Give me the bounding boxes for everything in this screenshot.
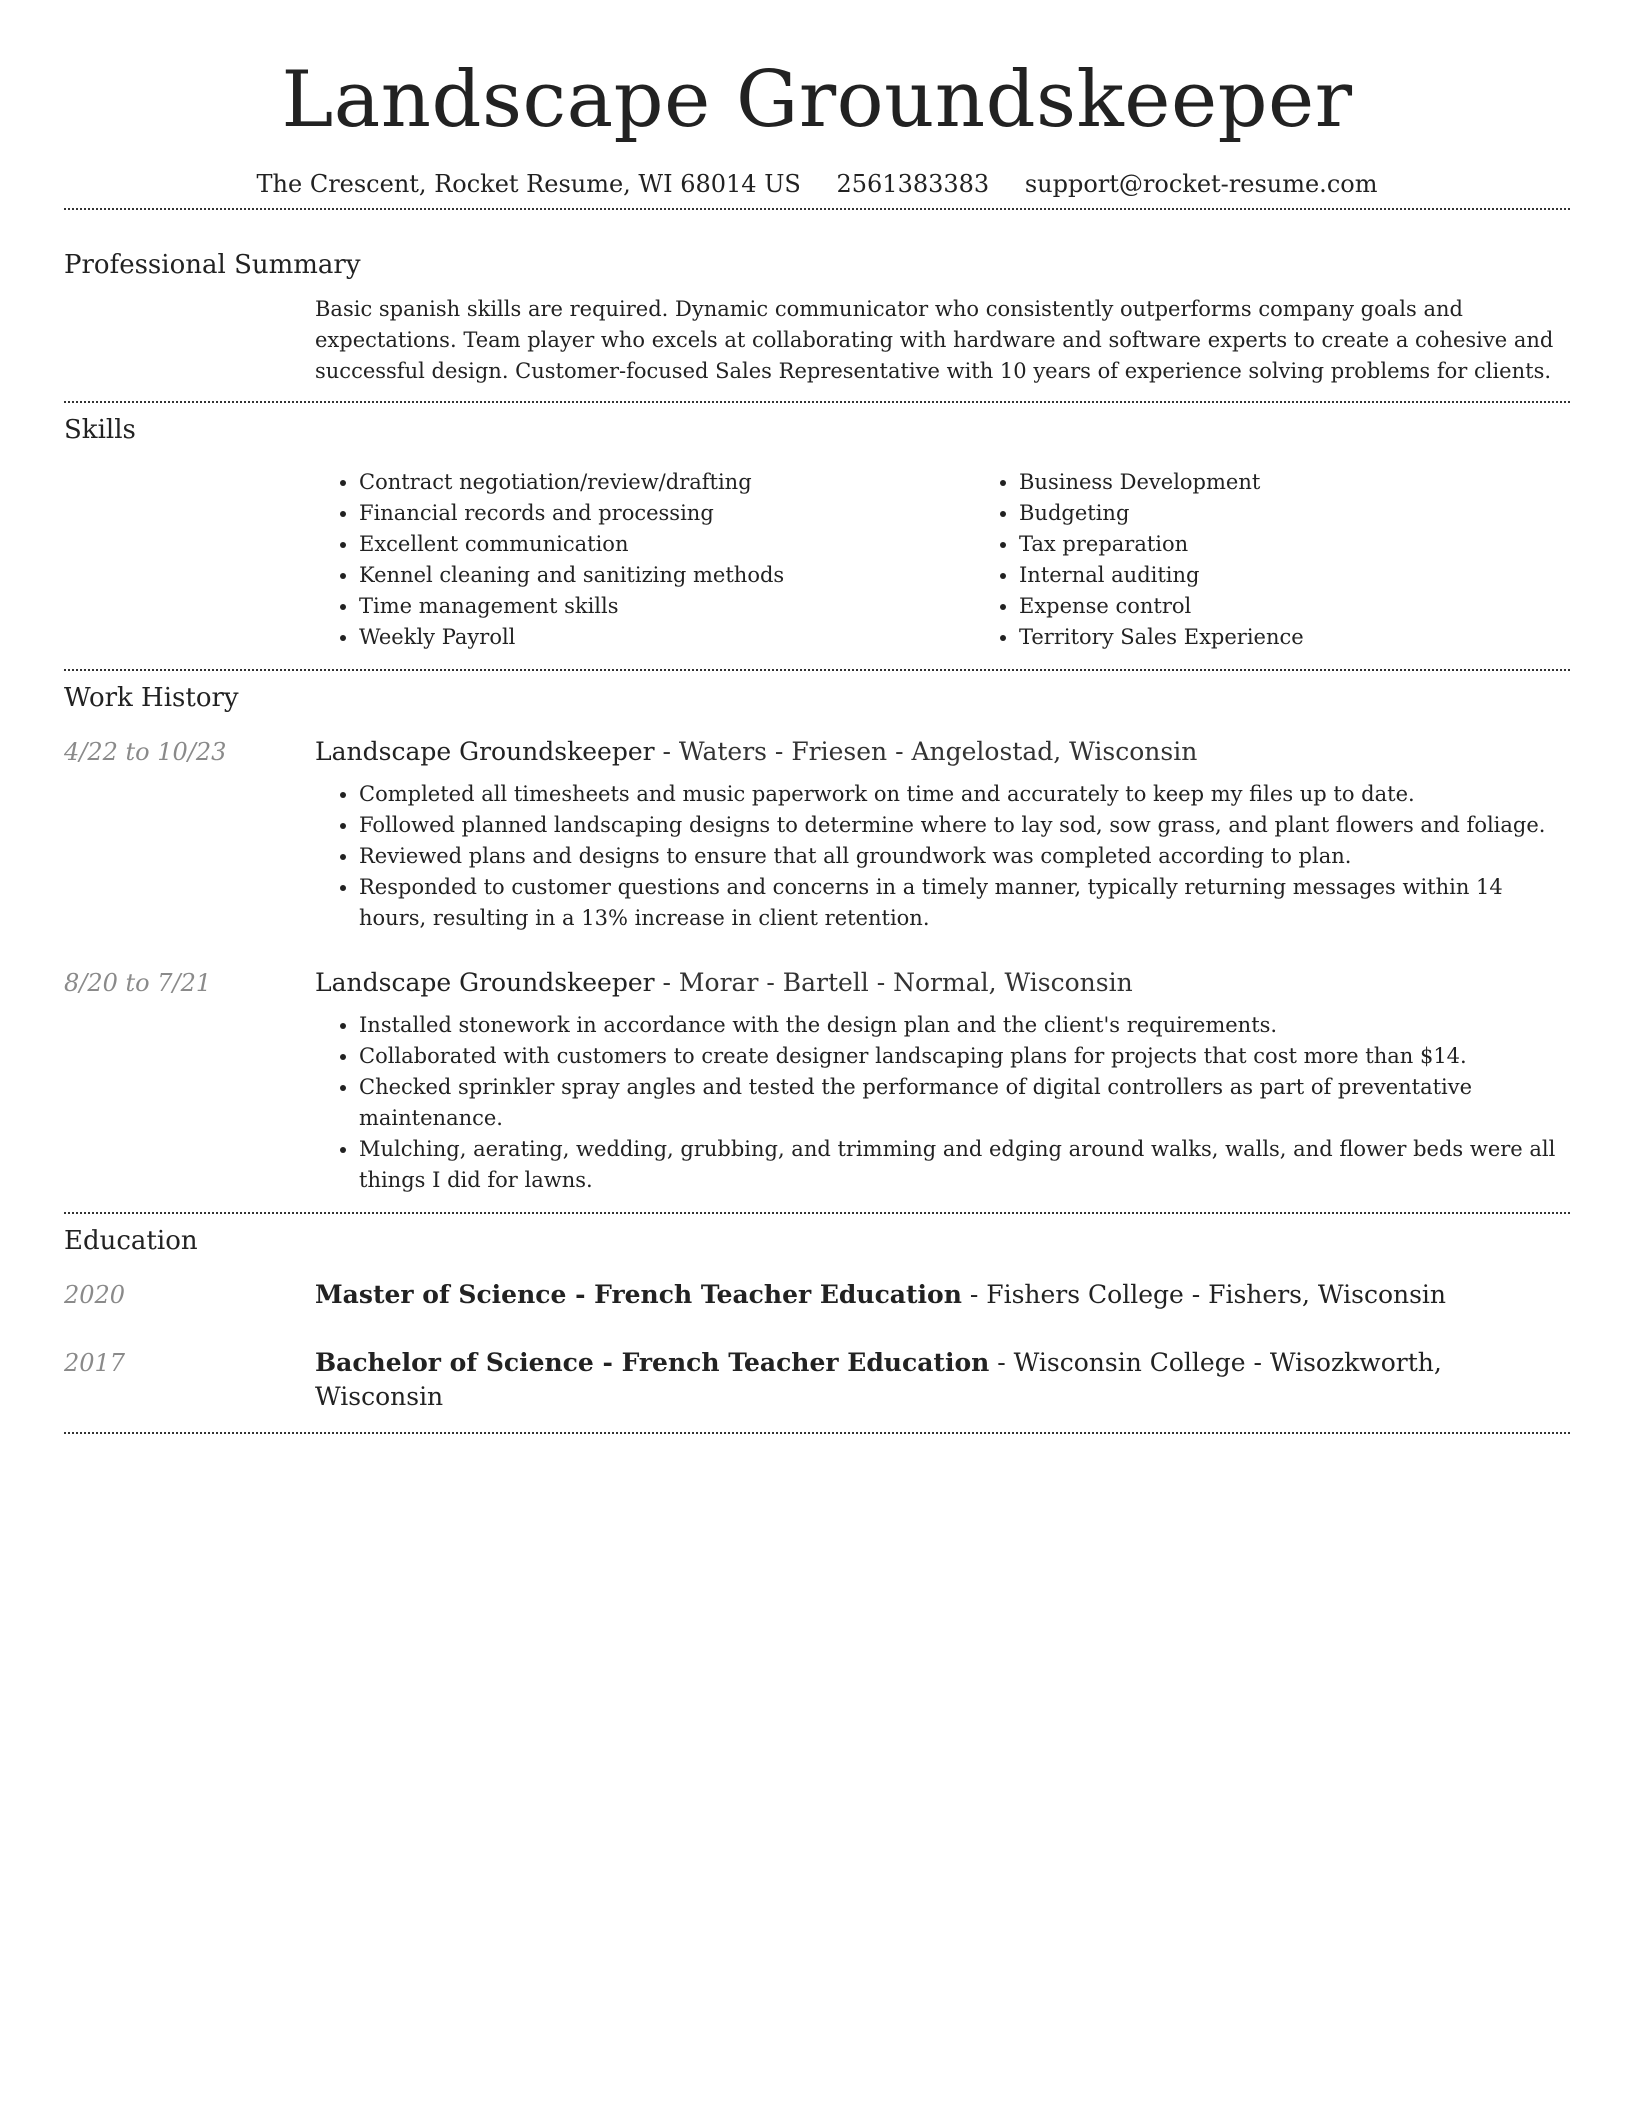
job-bullet: • Mulching, aerating, wedding, grubbing, and trimming and edging around walks, walls, and flower beds were all things I did for lawns. [359,1134,1570,1196]
contact-address: The Crescent, Rocket Resume, WI 68014 US [256,170,801,198]
job-role: Landscape Groundskeeper [315,968,655,997]
job-dates: 8/20 to 7/21 [64,969,212,997]
job-title [315,966,1570,1000]
divider [64,401,1570,403]
job-body [315,735,1570,934]
skill-item: • Business Development [1019,467,1632,498]
resume-page [64,0,1570,1434]
job-bullets [315,779,1570,934]
contact-phone: 2561383383 [836,170,990,198]
contact-line [64,168,1570,208]
education-details: - Wisconsin College - Wisozkworth, Wisconsin [315,1348,1442,1411]
skill-item: • Budgeting [1019,498,1632,529]
job-entry [64,966,1570,1196]
education-degree: Master of Science - French Teacher Education [315,1280,962,1309]
job-details: - Waters - Friesen - Angelostad, Wisconsin [654,737,1198,766]
section-title-skills: Skills [64,415,136,445]
job-bullet: • Followed planned landscaping designs to determine where to lay sod, sow grass, and plant flowers and foliage. [359,810,1570,841]
education-line [315,1346,1570,1414]
section-title-summary: Professional Summary [64,250,361,280]
skill-item: • Weekly Payroll [359,622,975,653]
job-details: - Morar - Bartell - Normal, Wisconsin [654,968,1133,997]
education-entry [64,1278,1570,1312]
skill-item: • Financial records and processing [359,498,975,529]
education-line [315,1278,1570,1312]
skill-item: • Time management skills [359,591,975,622]
education-year: 2017 [64,1349,126,1377]
job-bullets [315,1010,1570,1196]
divider [64,669,1570,671]
divider [64,208,1570,210]
job-body [315,966,1570,1196]
job-bullet: • Collaborated with customers to create designer landscaping plans for projects that cost more than $14. [359,1041,1570,1072]
job-dates: 4/22 to 10/23 [64,738,227,766]
summary-body [315,294,1570,387]
skills-row [64,467,1570,653]
skills-list-right [975,467,1632,653]
divider [64,1432,1570,1434]
skill-item: • Kennel cleaning and sanitizing methods [359,560,975,591]
skills-left-spacer [64,467,315,653]
education-details: - Fishers College - Fishers, Wisconsin [961,1280,1447,1309]
section-title-education: Education [64,1226,198,1256]
job-bullet: • Completed all timesheets and music paperwork on time and accurately to keep my files up to date. [359,779,1570,810]
job-bullet: • Reviewed plans and designs to ensure that all groundwork was completed according to plan. [359,841,1570,872]
summary-left-spacer [64,294,315,387]
skill-item: • Expense control [1019,591,1632,622]
summary-row [64,294,1570,387]
contact-email: support@rocket-resume.com [1024,170,1378,198]
skill-item: • Contract negotiation/review/drafting [359,467,975,498]
skill-item: • Excellent communication [359,529,975,560]
summary-text: Basic spanish skills are required. Dynamic communicator who consistently outperforms company goals and expectations. Team player who excels at collaborating with hardware and software experts to create a cohesive and successful design. Customer-focused Sales Representative with 10 years of experience solving problems for clients. [315,297,1554,383]
job-entry [64,735,1570,934]
job-role: Landscape Groundskeeper [315,737,655,766]
skill-item: • Internal auditing [1019,560,1632,591]
divider [64,1212,1570,1214]
job-bullet: • Checked sprinkler spray angles and tested the performance of digital controllers as part of preventative maintenance. [359,1072,1570,1134]
skills-list-left [315,467,975,653]
job-title [315,735,1570,769]
section-title-work: Work History [64,683,239,713]
skills-columns [315,467,1632,653]
education-entry [64,1346,1570,1414]
skill-item: • Territory Sales Experience [1019,622,1632,653]
job-bullet: • Responded to customer questions and concerns in a timely manner, typically returning messages within 14 hours, resulting in a 13% increase in client retention. [359,872,1570,934]
education-degree: Bachelor of Science - French Teacher Education [315,1348,990,1377]
education-year: 2020 [64,1281,126,1309]
skill-item: • Tax preparation [1019,529,1632,560]
job-bullet: • Installed stonework in accordance with the design plan and the client's requirements. [359,1010,1570,1041]
resume-name: Landscape Groundskeeper [281,55,1353,145]
